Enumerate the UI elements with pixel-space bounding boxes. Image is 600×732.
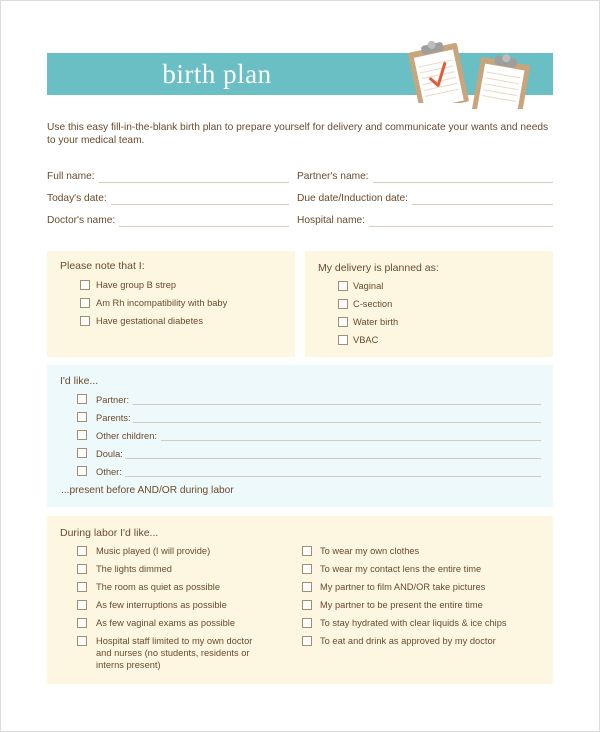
other-children-label: Other children: (96, 431, 157, 441)
other-children-line[interactable] (161, 440, 541, 441)
contact-lens-checkbox[interactable] (302, 564, 312, 574)
stay-hydrated-label: To stay hydrated with clear liquids & ice chips (320, 618, 507, 628)
other-label: Other: (96, 467, 122, 477)
own-clothes-label: To wear my own clothes (320, 546, 420, 556)
doula-line[interactable] (125, 458, 541, 459)
staff-limited-label-line1: Hospital staff limited to my own doctor (96, 636, 253, 646)
group-b-strep-label: Have group B strep (96, 280, 177, 290)
few-interruptions-label: As few interruptions as possible (96, 600, 227, 610)
partner-checkbox[interactable] (77, 394, 87, 404)
music-checkbox[interactable] (77, 546, 87, 556)
few-exams-label: As few vaginal exams as possible (96, 618, 236, 628)
quiet-room-checkbox[interactable] (77, 582, 87, 592)
vaginal-label: Vaginal (353, 281, 384, 291)
delivery-panel (305, 251, 553, 357)
due-date-label: Due date/Induction date: (297, 193, 409, 204)
intro-text: Use this easy fill-in-the-blank birth plan to prepare yourself for delivery and communicate your wants and needs to your medical team. (47, 122, 549, 146)
todays-date-field[interactable] (47, 191, 289, 205)
page-title: birth plan (162, 59, 272, 89)
vbac-label: VBAC (353, 335, 379, 345)
hospital-name-field[interactable] (297, 213, 553, 227)
partners-name-label: Partner's name: (297, 171, 369, 182)
partner-label: Partner: (96, 395, 130, 405)
few-interruptions-checkbox[interactable] (77, 600, 87, 610)
id-like-footer: ...present before AND/OR during labor (61, 485, 234, 496)
other-children-checkbox[interactable] (77, 430, 87, 440)
other-checkbox[interactable] (77, 466, 87, 476)
eat-drink-label: To eat and drink as approved by my doctor (320, 636, 496, 646)
clipboard-check-icon (403, 39, 475, 103)
rh-incompatibility-label: Am Rh incompatibility with baby (96, 298, 228, 308)
todays-date-label: Today's date: (47, 193, 107, 204)
doctors-name-label: Doctor's name: (47, 215, 116, 226)
staff-limited-label-line3: interns present) (96, 660, 161, 670)
stay-hydrated-checkbox[interactable] (302, 618, 312, 628)
c-section-label: C-section (353, 299, 393, 309)
hospital-name-label: Hospital name: (297, 215, 365, 226)
partners-name-field[interactable] (297, 169, 553, 183)
please-note-title: Please note that I: (60, 260, 145, 272)
partner-present-label: My partner to be present the entire time (320, 600, 483, 610)
gestational-diabetes-checkbox[interactable] (80, 316, 90, 326)
parents-label: Parents: (96, 413, 131, 423)
music-label: Music played (I will provide) (96, 546, 211, 556)
gestational-diabetes-label: Have gestational diabetes (96, 316, 203, 326)
parents-line[interactable] (133, 422, 541, 423)
during-labor-title: During labor I'd like... (60, 527, 159, 539)
staff-limited-label-line2: and nurses (no students, residents or (96, 648, 250, 658)
partner-present-checkbox[interactable] (302, 600, 312, 610)
partner-line[interactable] (133, 404, 541, 405)
group-b-strep-checkbox[interactable] (80, 280, 90, 290)
vaginal-checkbox[interactable] (338, 281, 348, 291)
staff-limited-checkbox[interactable] (77, 636, 87, 646)
c-section-checkbox[interactable] (338, 299, 348, 309)
due-date-field[interactable] (297, 191, 553, 205)
delivery-title: My delivery is planned as: (318, 262, 439, 274)
lights-dimmed-label: The lights dimmed (96, 564, 172, 574)
lights-dimmed-checkbox[interactable] (77, 564, 87, 574)
partner-film-label: My partner to film AND/OR take pictures (320, 582, 486, 592)
eat-drink-checkbox[interactable] (302, 636, 312, 646)
vbac-checkbox[interactable] (338, 335, 348, 345)
doctors-name-field[interactable] (47, 213, 289, 227)
parents-checkbox[interactable] (77, 412, 87, 422)
full-name-field[interactable] (47, 169, 289, 183)
quiet-room-label: The room as quiet as possible (96, 582, 221, 592)
contact-lens-label: To wear my contact lens the entire time (320, 564, 482, 574)
water-birth-label: Water birth (353, 317, 399, 327)
few-exams-checkbox[interactable] (77, 618, 87, 628)
doula-checkbox[interactable] (77, 448, 87, 458)
id-like-title: I'd like... (60, 375, 99, 387)
please-note-panel (47, 251, 295, 357)
doula-label: Doula: (96, 449, 123, 459)
rh-incompatibility-checkbox[interactable] (80, 298, 90, 308)
other-line[interactable] (125, 476, 541, 477)
clipboard-icon (467, 53, 539, 109)
full-name-label: Full name: (47, 171, 95, 182)
id-like-panel (47, 365, 553, 507)
partner-film-checkbox[interactable] (302, 582, 312, 592)
water-birth-checkbox[interactable] (338, 317, 348, 327)
during-labor-panel (47, 516, 553, 684)
own-clothes-checkbox[interactable] (302, 546, 312, 556)
